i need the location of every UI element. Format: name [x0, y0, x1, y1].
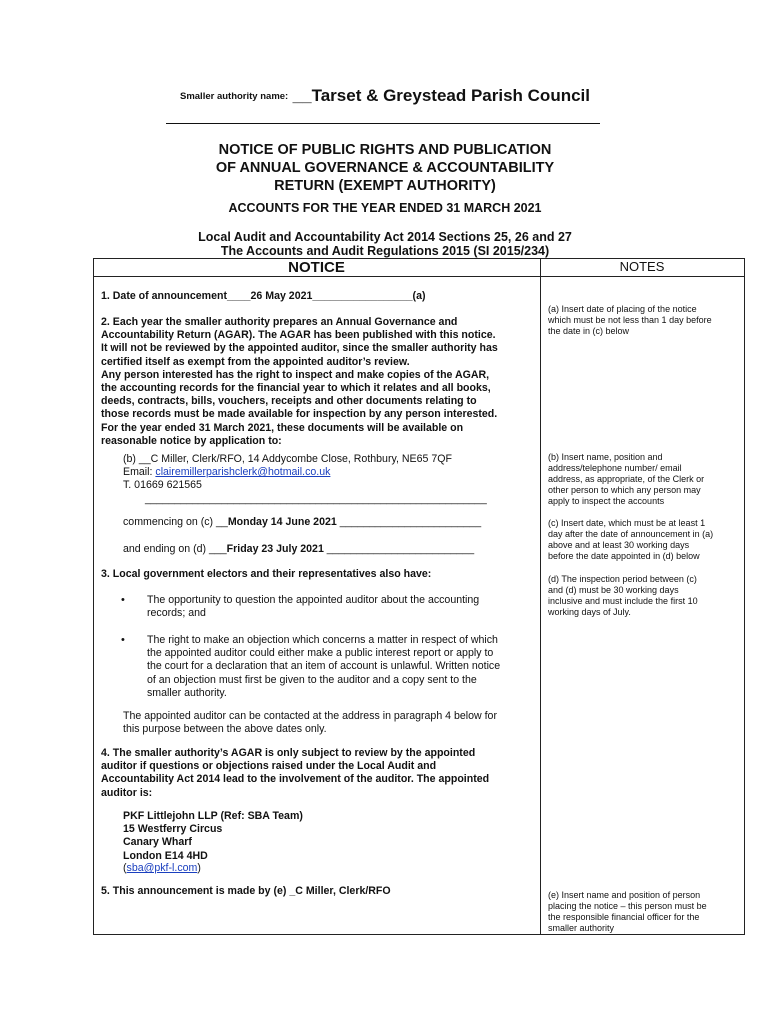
note-line: (d) The inspection period between (c)	[548, 574, 697, 584]
commencing-tail: ________________________	[336, 516, 482, 528]
note-line: which must be not less than 1 day before	[548, 315, 712, 325]
note-line: day after the date of announcement in (a)	[548, 529, 714, 539]
contact-address: (b) __C Miller, Clerk/RFO, 14 Addycombe Close, Rothbury, NE65 7QF	[123, 453, 452, 465]
note-line: (a) Insert date of placing of the notice	[548, 304, 697, 314]
note-line: apply to inspect the accounts	[548, 496, 665, 506]
act-line-1: Local Audit and Accountability Act 2014 Sections 25, 26 and 27	[198, 230, 572, 244]
auditor-address-line: London E14 4HD	[123, 849, 208, 862]
auditor-contact-note	[123, 710, 533, 736]
note-line: placing the notice – this person must be	[548, 901, 707, 911]
note-line: the responsible financial officer for the	[548, 912, 700, 922]
auditor-contact-line: this purpose between the above dates only.	[123, 723, 327, 736]
auditor-address-line: 15 Westferry Circus	[123, 823, 223, 836]
column-divider	[540, 258, 541, 935]
bullet-line: the court for a declaration that an item of account is unlawful. Written notice	[147, 660, 501, 673]
header-rule	[166, 123, 600, 124]
note-line: (b) Insert name, position and	[548, 452, 663, 462]
note-line: smaller authority	[548, 923, 615, 933]
title-line-3: RETURN (EXEMPT AUTHORITY)	[274, 178, 496, 194]
auditor-address-line: Canary Wharf	[123, 836, 192, 849]
paragraph-2-line: reasonable notice by application to:	[101, 434, 282, 447]
bullet-line: records; and	[147, 607, 206, 620]
auditor-email-link[interactable]: sba@pkf-l.com	[126, 862, 198, 874]
contact-block	[123, 453, 533, 506]
date-of-announcement: 1. Date of announcement____26 May 2021_________________(a)	[101, 290, 426, 302]
paragraph-2-line: certified itself as exempt from the appointed auditor’s review.	[101, 355, 410, 368]
note-line: working days of July.	[548, 607, 631, 617]
note-e	[548, 890, 737, 934]
contact-email-link[interactable]: clairemillerparishclerk@hotmail.co.uk	[155, 466, 331, 479]
paragraph-4	[101, 747, 533, 800]
bullet-question-auditor	[147, 594, 533, 620]
paragraph-2-line: deeds, contracts, bills, vouchers, receipts and other documents relating to	[101, 395, 477, 408]
bullet-line: the appointed auditor could either make a public interest report or apply to	[147, 647, 494, 660]
contact-rule: __________________________________________________________	[145, 492, 487, 505]
note-line: above and at least 30 working days	[548, 540, 690, 550]
note-line: before the date appointed in (d) below	[548, 551, 700, 561]
paragraph-4-line: 4. The smaller authority’s AGAR is only subject to review by the appointed	[101, 747, 476, 759]
authority-name-label: Smaller authority name:	[179, 91, 289, 102]
paragraph-2-line: For the year ended 31 March 2021, these documents will be available on	[101, 421, 464, 434]
note-line: other person to which any person may	[548, 485, 701, 495]
notes-column-heading: NOTES	[619, 259, 665, 274]
paragraph-2-line: the accounting records for the financial year to which it relates and all books,	[101, 382, 491, 395]
note-d	[548, 574, 737, 618]
auditor-email-close: )	[197, 862, 201, 874]
commencing-line	[123, 516, 533, 529]
paragraph-4-line: auditor is:	[101, 786, 153, 799]
note-line: the date in (c) below	[548, 326, 630, 336]
authority-name-line	[0, 86, 770, 106]
title-line-2: OF ANNUAL GOVERNANCE & ACCOUNTABILITY	[215, 160, 555, 176]
note-line: (c) Insert date, which must be at least 1	[548, 518, 706, 528]
auditor-contact-line: The appointed auditor can be contacted at the address in paragraph 4 below for	[123, 710, 497, 722]
commencing-label: commencing on (c) __	[123, 516, 228, 528]
note-a	[548, 304, 737, 337]
title-line-1: NOTICE OF PUBLIC RIGHTS AND PUBLICATION	[218, 142, 552, 158]
authority-name: Tarset & Greystead Parish Council	[311, 86, 590, 105]
paragraph-2-line: those records must be made available for inspection by any person interested.	[101, 408, 498, 421]
bullet-right-to-object	[147, 634, 533, 700]
ending-tail: _________________________	[323, 543, 475, 555]
auditor-name: PKF Littlejohn LLP (Ref: SBA Team)	[123, 810, 303, 822]
contact-email-label: Email:	[123, 466, 156, 479]
bullet-line: The right to make an objection which concerns a matter in respect of which	[147, 634, 498, 646]
bullet-line: The opportunity to question the appointed auditor about the accounting	[147, 594, 480, 606]
notice-column-heading: NOTICE	[288, 259, 345, 276]
ending-label: and ending on (d) ___	[123, 543, 227, 555]
commencing-date: Monday 14 June 2021	[227, 516, 337, 528]
note-line: inclusive and must include the first 10	[548, 596, 698, 606]
paragraph-5: 5. This announcement is made by (e) _C Miller, Clerk/RFO	[101, 885, 391, 897]
paragraph-4-line: Accountability Act 2014 lead to the involvement of the auditor. The appointed	[101, 773, 490, 786]
paragraph-3: 3. Local government electors and their representatives also have:	[101, 568, 432, 580]
ending-line	[123, 543, 533, 556]
act-line-2: The Accounts and Audit Regulations 2015 (SI 2015/234)	[220, 244, 550, 258]
auditor-address	[123, 810, 533, 863]
paragraph-2-line: Any person interested has the right to inspect and make copies of the AGAR,	[101, 368, 490, 381]
paragraph-2-line: 2. Each year the smaller authority prepares an Annual Governance and	[101, 316, 458, 328]
note-line: address, as appropriate, of the Clerk or	[548, 474, 705, 484]
ending-date: Friday 23 July 2021	[226, 543, 324, 555]
auditor-email-line	[123, 862, 201, 875]
contact-email-line	[123, 466, 533, 479]
paragraph-4-line: auditor if questions or objections raised under the Local Audit and	[101, 760, 437, 773]
bullet-line: of an objection must first be given to the auditor and a copy sent to the	[147, 673, 477, 686]
bullet-dot: •	[121, 594, 125, 606]
bullet-line: smaller authority.	[147, 686, 227, 699]
accounts-year-heading: ACCOUNTS FOR THE YEAR ENDED 31 MARCH 2021	[228, 201, 542, 215]
note-c	[548, 518, 737, 562]
paragraph-2-line: It will not be reviewed by the appointed auditor, since the smaller authority has	[101, 342, 498, 355]
paragraph-2-line: Accountability Return (AGAR). The AGAR has been published with this notice.	[101, 329, 496, 342]
bullet-dot: •	[121, 634, 125, 646]
note-b	[548, 452, 737, 507]
note-line: address/telephone number/ email	[548, 463, 682, 473]
authority-name-prefix: __	[292, 86, 312, 105]
note-line: (e) Insert name and position of person	[548, 890, 701, 900]
auditor-email-open: (	[123, 862, 127, 874]
contact-phone: T. 01669 621565	[123, 479, 202, 492]
paragraph-2	[101, 316, 533, 448]
note-line: and (d) must be 30 working days	[548, 585, 679, 595]
